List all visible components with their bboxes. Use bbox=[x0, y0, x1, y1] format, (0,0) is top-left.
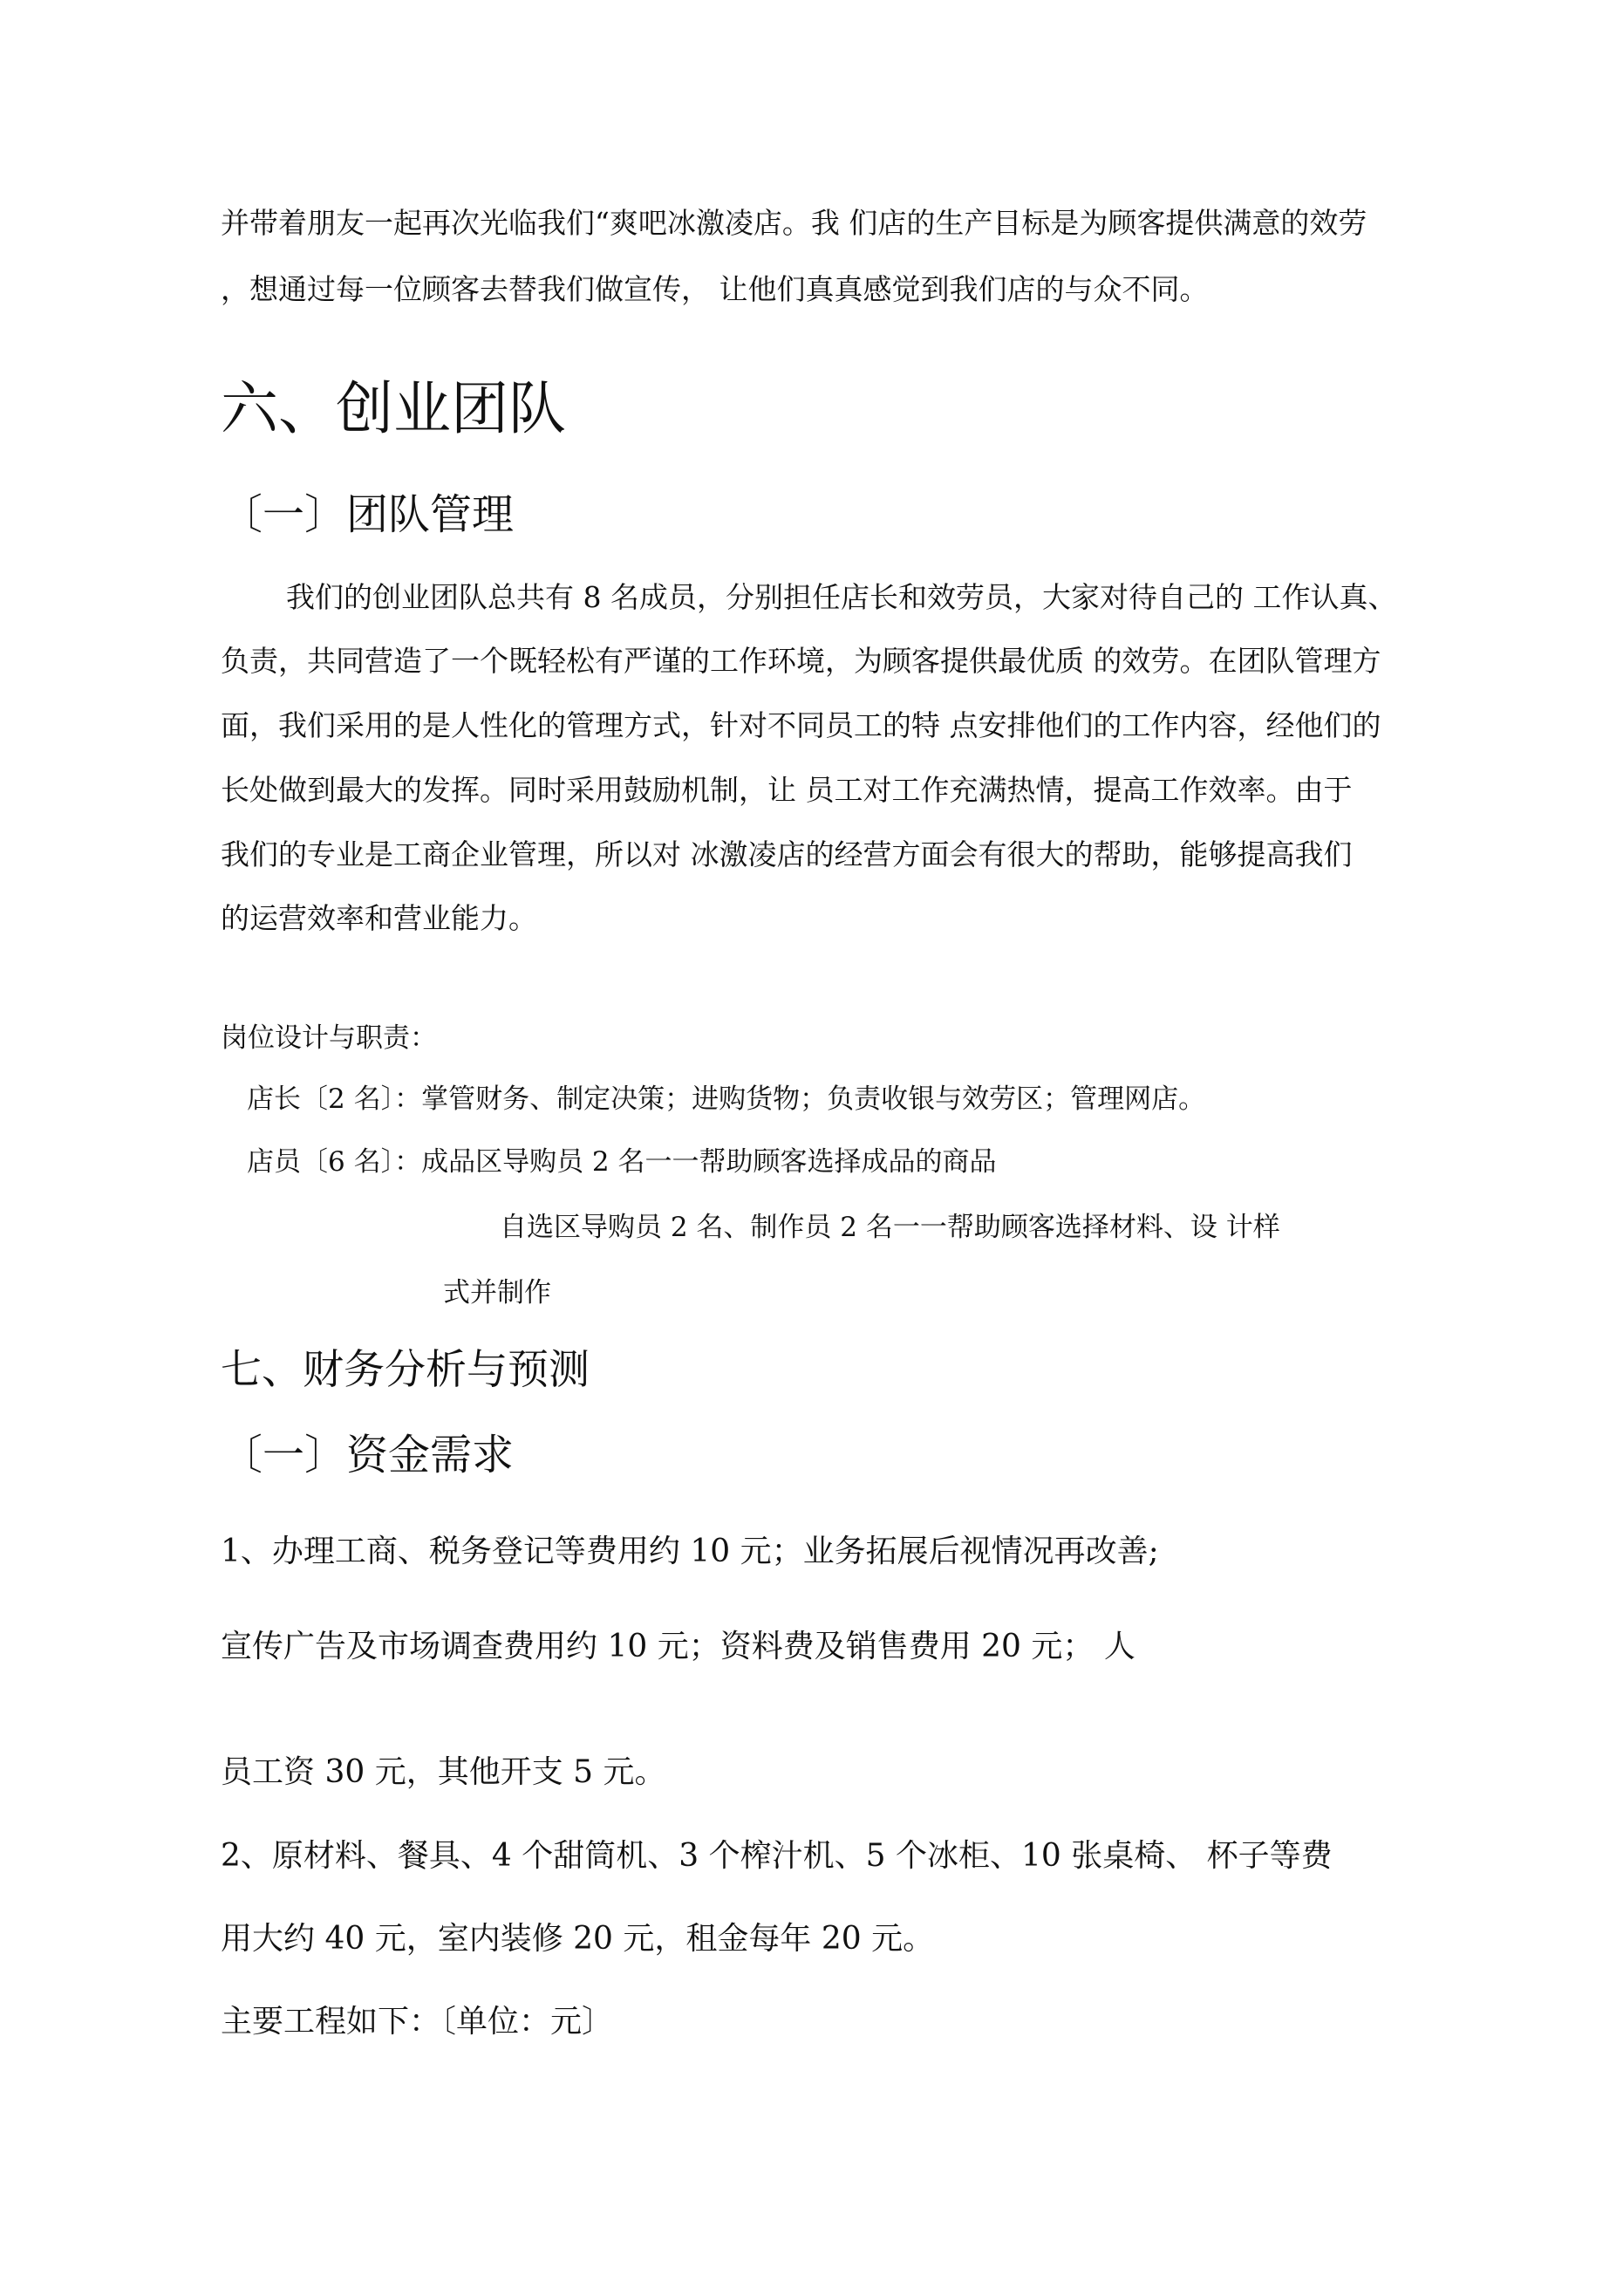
team-para-line-2: 负责，共同营造了一个既轻松有严谨的工作环境，为顾客提供最优质 的效劳。在团队管理方 bbox=[221, 644, 1381, 678]
team-para-line-1: 我们的创业团队总共有 8 名成员，分别担任店长和效劳员，大家对待自己的 工作认真、 bbox=[286, 580, 1397, 614]
team-para-line-3: 面，我们采用的是人性化的管理方式，针对不同员工的特 点安排他们的工作内容，经他们的 bbox=[221, 708, 1381, 742]
funding-line-4: 2、原材料、餐具、4 个甜筒机、3 个榨汁机、5 个冰柜、10 张桌椅、 杯子等费 bbox=[221, 1838, 1333, 1874]
funding-line-5: 用大约 40 元，室内装修 20 元，租金每年 20 元。 bbox=[221, 1921, 935, 1957]
positions-staff-cont-2: 式并制作 bbox=[443, 1277, 551, 1309]
funding-line-2: 宣传广告及市场调查费用约 10 元；资料费及销售费用 20 元； 人 bbox=[221, 1629, 1135, 1664]
positions-staff: 店员〔6 名〕：成品区导购员 2 名一一帮助顾客选择成品的商品 bbox=[247, 1146, 997, 1178]
funding-line-1: 1、办理工商、税务登记等费用约 10 元；业务拓展后视情况再改善; bbox=[221, 1534, 1159, 1569]
section-7-sub-1-heading: 〔一〕资金需求 bbox=[221, 1431, 515, 1479]
intro-line-1: 并带着朋友一起再次光临我们“爽吧冰激凌店。我 们店的生产目标是为顾客提供满意的效劳 bbox=[221, 206, 1367, 240]
funding-line-6: 主要工程如下：〔单位：元〕 bbox=[221, 2004, 614, 2040]
team-para-line-5: 我们的专业是工商企业管理，所以对 冰激凌店的经营方面会有很大的帮助，能够提高我们 bbox=[221, 837, 1353, 871]
section-6-heading: 六、创业团队 bbox=[221, 375, 566, 442]
section-6-sub-1-heading: 〔一〕团队管理 bbox=[221, 490, 515, 539]
team-para-line-6: 的运营效率和营业能力。 bbox=[221, 901, 537, 935]
positions-manager: 店长〔2 名〕：掌管财务、制定决策；进购货物；负责收银与效劳区；管理网店。 bbox=[247, 1083, 1206, 1115]
positions-staff-cont-1: 自选区导购员 2 名、制作员 2 名一一帮助顾客选择材料、设 计样 bbox=[500, 1212, 1280, 1243]
intro-line-2: ，想通过每一位顾客去替我们做宣传， 让他们真真感觉到我们店的与众不同。 bbox=[221, 272, 1209, 306]
funding-line-3: 员工资 30 元，其他开支 5 元。 bbox=[221, 1754, 666, 1790]
team-para-line-4: 长处做到最大的发挥。同时采用鼓励机制，让 员工对工作充满热情，提高工作效率。由于 bbox=[221, 773, 1353, 807]
positions-heading: 岗位设计与职责： bbox=[221, 1022, 437, 1054]
section-7-heading: 七、财务分析与预测 bbox=[221, 1346, 590, 1394]
